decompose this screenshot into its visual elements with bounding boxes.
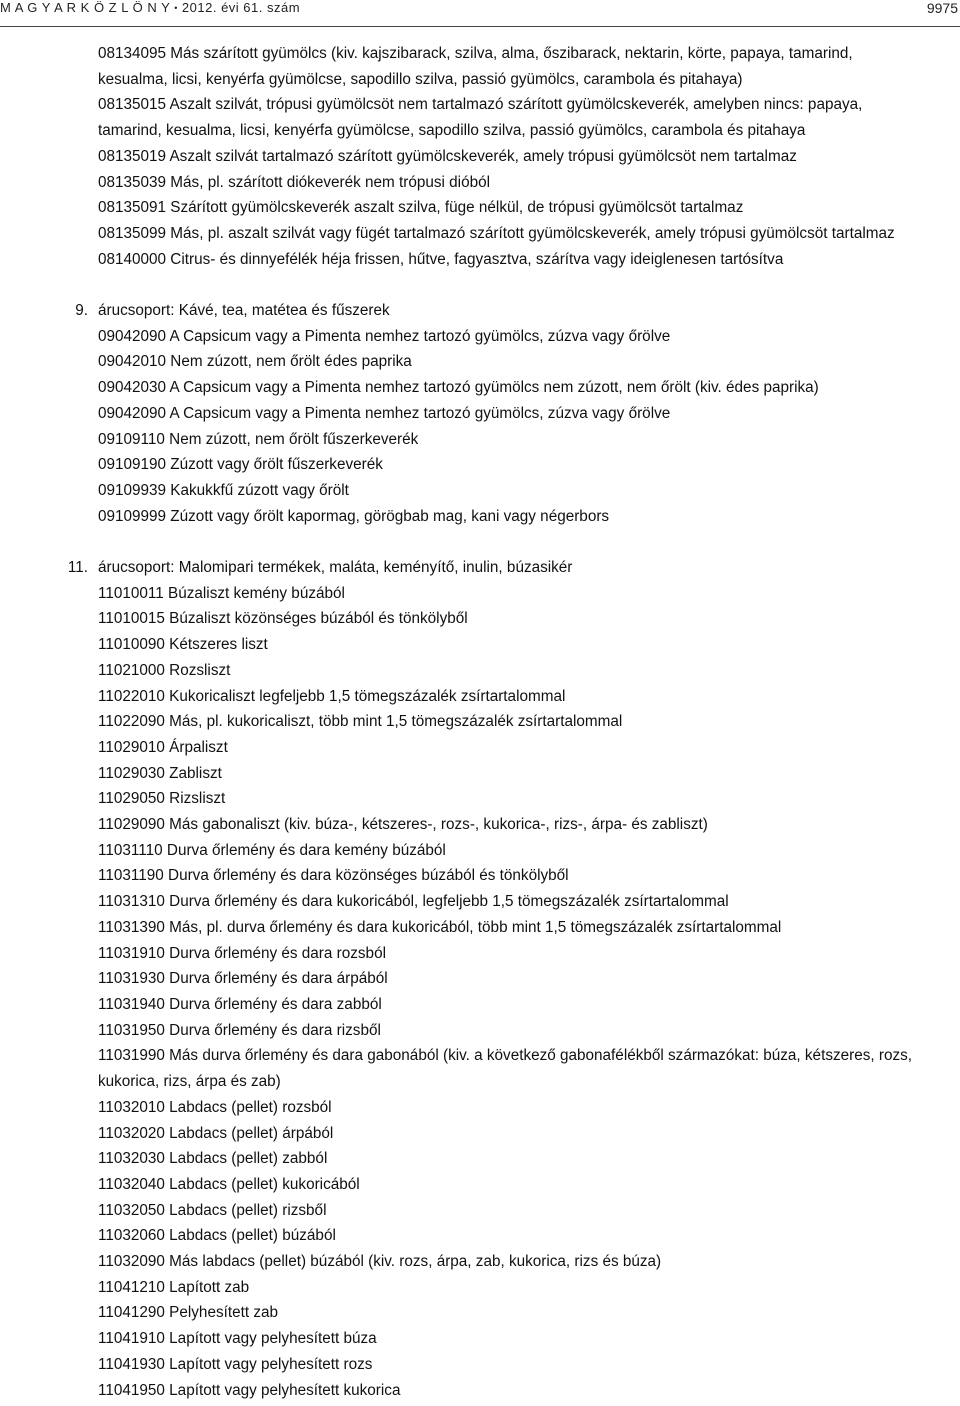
list-item: 11029030 Zabliszt	[98, 764, 222, 782]
list-item: 08135019 Aszalt szilvát tartalmazó szárított gyümölcskeverék, amely trópusi gyümölcsöt nem tartalmaz	[98, 147, 797, 165]
list-item: 11041210 Lapított zab	[98, 1278, 250, 1296]
list-item: 11041950 Lapított vagy pelyhesített kukorica	[98, 1381, 401, 1399]
list-item: 08135099 Más, pl. aszalt szilvát vagy fügét tartalmazó szárított gyümölcskeverék, amely trópusi gyümölcsöt tartalmaz	[98, 224, 895, 242]
list-item: 11021000 Rozsliszt	[98, 661, 231, 679]
list-item: 11031940 Durva őrlemény és dara zabból	[98, 995, 382, 1013]
list-item: 09109939 Kakukkfű zúzott vagy őrölt	[98, 481, 349, 499]
code-list-block	[0, 41, 960, 272]
list-item: tamarind, kesualma, licsi, kenyérfa gyümölcse, sapodillo szilva, passió gyümölcs, carambola és pitahaya	[98, 122, 806, 140]
document-body	[0, 41, 960, 1403]
list-item: 11010090 Kétszeres liszt	[98, 636, 268, 654]
list-item: kukorica, rizs, árpa és zab)	[98, 1073, 281, 1091]
list-item: 11032060 Labdacs (pellet) búzából	[98, 1227, 336, 1245]
list-item: 08135039 Más, pl. szárított diókeverék nem trópusi dióból	[98, 173, 490, 191]
section-gap	[0, 529, 960, 555]
publication-info	[0, 0, 300, 16]
list-item: 11031110 Durva őrlemény és dara kemény búzából	[98, 841, 446, 859]
list-item: 11032050 Labdacs (pellet) rizsből	[98, 1201, 327, 1219]
list-item: 09042010 Nem zúzott, nem őrölt édes paprika	[98, 353, 412, 371]
list-item: 11031950 Durva őrlemény és dara rizsből	[98, 1021, 381, 1039]
list-item: 09109110 Nem zúzott, nem őrölt fűszerkeverék	[98, 430, 419, 448]
issue-label: 2012. évi 61. szám	[181, 0, 301, 15]
section-number: 11.	[67, 559, 88, 577]
section-title: árucsoport: Malomipari termékek, maláta, keményítő, inulin, búzasikér	[98, 559, 573, 577]
list-item: 11029050 Rizsliszt	[98, 790, 226, 808]
list-item: 08140000 Citrus- és dinnyefélék héja frissen, hűtve, fagyasztva, szárítva vagy ideiglenesen tartósítva	[98, 250, 784, 268]
list-item: 09042090 A Capsicum vagy a Pimenta nemhez tartozó gyümölcs, zúzva vagy őrölve	[98, 404, 671, 422]
section-number: 9.	[75, 302, 88, 320]
list-item: 11041930 Lapított vagy pelyhesített rozs	[98, 1355, 373, 1373]
list-item: 09109190 Zúzott vagy őrölt fűszerkeverék	[98, 456, 383, 474]
list-item: 09042090 A Capsicum vagy a Pimenta nemhez tartozó gyümölcs, zúzva vagy őrölve	[98, 327, 671, 345]
section-title: árucsoport: Kávé, tea, matétea és fűszerek	[98, 302, 390, 320]
list-item: 11031390 Más, pl. durva őrlemény és dara kukoricából, több mint 1,5 tömegszázalék zsírtartalommal	[98, 918, 782, 936]
list-item: 11032090 Más labdacs (pellet) búzából (kiv. rozs, árpa, zab, kukorica, rizs és búza)	[98, 1253, 662, 1271]
section-heading-11	[0, 555, 960, 581]
list-item: 11031930 Durva őrlemény és dara árpából	[98, 970, 388, 988]
list-item: 11022010 Kukoricaliszt legfeljebb 1,5 tömegszázalék zsírtartalommal	[98, 687, 566, 705]
list-item: 11032010 Labdacs (pellet) rozsból	[98, 1098, 332, 1116]
list-item: 08134095 Más szárított gyümölcs (kiv. kajszibarack, szilva, alma, őszibarack, nektarin, körte, papaya, tamarind,	[98, 45, 853, 62]
list-item: 11029010 Árpaliszt	[98, 738, 228, 756]
list-item: 08135091 Szárított gyümölcskeverék aszalt szilva, füge nélkül, de trópusi gyümölcsöt tartalmaz	[98, 199, 744, 217]
list-item: 11031310 Durva őrlemény és dara kukoricából, legfeljebb 1,5 tömegszázalék zsírtartalommal	[98, 893, 729, 911]
list-item: 11041910 Lapított vagy pelyhesített búza	[98, 1330, 377, 1348]
list-item: 11032040 Labdacs (pellet) kukoricából	[98, 1175, 360, 1193]
list-item: 11029090 Más gabonaliszt (kiv. búza-, kétszeres-, rozs-, kukorica-, rizs-, árpa- és zabliszt)	[98, 816, 708, 834]
list-item: 11031910 Durva őrlemény és dara rozsból	[98, 944, 386, 962]
page-number: 9975	[926, 0, 958, 16]
list-item: 11041290 Pelyhesített zab	[98, 1304, 279, 1322]
list-item: 11022090 Más, pl. kukoricaliszt, több mint 1,5 tömegszázalék zsírtartalommal	[98, 713, 623, 731]
list-item: 11031990 Más durva őrlemény és dara gabonából (kiv. a következő gabonafélékből származókat: búza, kétszeres, rozs,	[98, 1047, 913, 1065]
list-item: 11010015 Búzaliszt közönséges búzából és tönkölyből	[98, 610, 468, 628]
section-gap	[0, 272, 960, 298]
section-9-items	[0, 324, 960, 530]
list-item: 08135015 Aszalt szilvát, trópusi gyümölcsöt nem tartalmazó szárított gyümölcskeverék, amelyben nincs: papaya,	[98, 96, 863, 114]
list-item: 11032020 Labdacs (pellet) árpából	[98, 1124, 334, 1142]
list-item: kesualma, licsi, kenyérfa gyümölcse, sapodillo szilva, passió gyümölcs, carambola és pitahaya)	[98, 70, 743, 88]
list-item: 11031190 Durva őrlemény és dara közönséges búzából és tönkölyből	[98, 867, 569, 885]
section-heading-9	[0, 298, 960, 324]
list-item: 09109999 Zúzott vagy őrölt kapormag, görögbab mag, kani vagy négerbors	[98, 507, 610, 525]
publication-title: M A G Y A R K Ö Z L Ö N Y	[0, 0, 171, 15]
list-item: 11010011 Búzaliszt kemény búzából	[98, 584, 345, 602]
list-item: 11032030 Labdacs (pellet) zabból	[98, 1150, 328, 1168]
list-item: 09042030 A Capsicum vagy a Pimenta nemhez tartozó gyümölcs nem zúzott, nem őrölt (kiv. édes paprika)	[98, 379, 819, 397]
page-header	[0, 0, 960, 27]
bullet-separator: •	[174, 3, 178, 13]
section-11-items	[0, 581, 960, 1404]
